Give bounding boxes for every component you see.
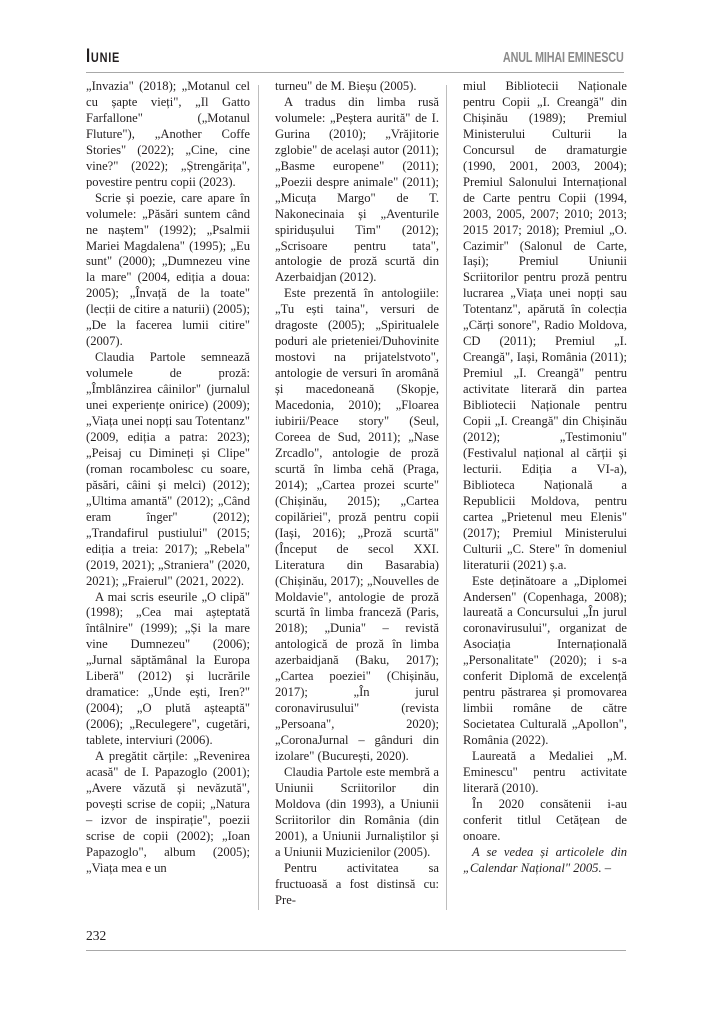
section-title-rest: UNIE — [90, 49, 121, 65]
reference-note: A se vedea și articolele din „Calendar Național" 2005. – — [463, 844, 627, 875]
text-column-2 — [275, 79, 439, 909]
paragraph: miul Bibliotecii Naționale pentru Copii „I. Creangă" din Chișinău (1989); Premiul Ministerului Culturii la Concursul de dramaturgie (1990, 2001, 2003, 2004); Premiul Salonului Internațional de Carte pentru Copii (1994, 2003, 2005, 2007; 2010; 2013; 2015 2017; 2018); Premiul „O. Cazimir" (Salonul de Carte, Iași); Premiul Uniunii Scriitorilor pentru proză pentru lucrarea „Viața unei nopți sau Totentanz", apărută în colecția „Cărți sonore", Radio Moldova, CD (2011); Premiul „I. Creangă", Iași, România (2011); Premiul „I. Creangă" pentru activitate literară din partea Bibliotecii Naționale pentru Copii „I. Creangă" din Chișinău (2012); „Testimoniu" (Festivalul național al cărții și lecturii. Ediția a VI-a), Biblioteca Națională a Republicii Moldova, pentru cartea „Prietenul meu Elenis" (2017); Premiul Ministerului Culturii „C. Stere" în domeniul literaturii (2021) ș.a. — [463, 79, 627, 572]
header-rule — [86, 72, 624, 73]
page-number: 232 — [86, 928, 107, 943]
section-title-initial: I — [86, 46, 91, 67]
column-divider — [446, 85, 447, 910]
paragraph: A tradus din limba rusă volumele: „Peștera aurită" de I. Gurina (2010); „Vrăjitorie zglobie" de același autor (2011); „Basme europene" (2011); „Poezii despre animale" (2011); „Micuța Margo" de T. Nakonecinaia și „Aventurile spiridușului Tim" (2012); „Scrisoare pentru tata", antologie de proză scurtă din Azerbaidjan (2012). — [275, 94, 439, 285]
paragraph: Este deținătoare a „Diplomei Andersen" (Copenhaga, 2008); laureată a Concursului „În jurul coronavirusului", organizat de Asociația Internațională „Personalitate" (2020); i s-a conferit Diplomă de excelență pentru păstrarea și promovarea limbii române de către Societatea Culturală „Apollon", România (2022). — [463, 573, 627, 748]
paragraph: Este prezentă în antologiile: „Tu ești taina", versuri de dragoste (2005); „Spiritualele poduri ale prieteniei/Duhovinite mostovi na prijatelstvoto", antologie de versuri în aromână și macedoneană (Skopje, Macedonia, 2010); „Floarea iubirii/Peace story" (Seul, Coreea de Sud, 2011); „Nase Zrcadlo", antologie de proză scurtă în limba cehă (Praga, 2014); „Cartea prozei scurte" (Chișinău, 2015); „Cartea copilăriei", proză pentru copii (Iași, 2016); „Proză scurtă" (Început de secol XXI. Literatura din Basarabia) (Chișinău, 2017); „Nouvelles de Moldavie", antologie de proză scurtă în limba franceză (Paris, 2018); „Dunia" – revistă antologică de proză în limba azerbaidjană (Baku, 2017); „Cartea poeziei" (Chișinău, 2017); „În jurul coronavirusului" (revista „Persoana", 2020); „CoronaJurnal – gânduri din izolare" (București, 2020). — [275, 286, 439, 764]
paragraph: A mai scris eseurile „O clipă" (1998); „Cea mai așteptată întâlnire" (1999); „Și la mare vine Dumnezeu" (2006); „Jurnal săptămânal la Europa Liberă" (2012) și lucrările dramatice: „Unde ești, Iren?" (2004); „O plută așteaptă" (2006); „Reculegere", cugetări, tablete, interviuri (2006). — [86, 589, 250, 748]
paragraph: Scrie și poezie, care apare în volumele: „Păsări suntem când ne naștem" (1992); „Psalmii Mariei Magdalena" (1995); „Eu sunt" (2000); „Dumnezeu vine la mare" (2004, ediția a doua: 2005); „Învață de la toate" (lecții de citire a naturii) (2005); „De la facerea lumii citire" (2007). — [86, 190, 250, 349]
paragraph: A pregătit cărțile: „Revenirea acasă" de I. Papazoglo (2001); „Avere văzută și nevăzută", povești scrise de copii; „Natura – izvor de inspirație", poezii scrise de copii (2002); „Ioan Papazoglo", album (2005); „Viața mea e un — [86, 749, 250, 875]
paragraph: Claudia Partole este membră a Uniunii Scriitorilor din Moldova (din 1993), a Uniunii Scriitorilor din România (din 2001), a Uniunii Jurnaliștilor și a Uniunii Muzicienilor (2005). — [275, 764, 439, 859]
paragraph: În 2020 consătenii i-au conferit titlul Cetățean de onoare. — [463, 796, 627, 843]
text-column-3 — [463, 79, 627, 877]
paragraph: Laureată a Medaliei „M. Eminescu" pentru activitate literară (2010). — [463, 749, 627, 795]
paragraph: Pentru activitatea sa fructuoasă a fost distinsă cu: Pre- — [275, 860, 439, 907]
paragraph: Claudia Partole semnează volumele de proză: „Îmblânzirea câinilor" (jurnalul unei experiențe onirice) (2009); „Viața unei nopți sau Totentanz" (2009, ediția a patra: 2023); „Peisaj cu Dimineți și Clipe" (roman rocambolesc cu soare, păsări, câini și melci) (2012); „Ultima amantă" (2012); „Când eram înger" (2012); „Trandafirul pustiului" (2015; ediția a treia: 2017); „Rebela" (2019, 2021); „Straniera" (2020, 2021); „Fraierul" (2021, 2022). — [86, 350, 250, 588]
section-title — [86, 46, 120, 68]
footer-rule — [86, 950, 626, 951]
column-divider — [258, 85, 259, 910]
paragraph: turneu" de M. Bieșu (2005). — [275, 79, 417, 93]
text-column-1 — [86, 79, 250, 877]
paragraph: „Invazia" (2018); „Motanul cel cu șapte vieți", „Il Gatto Farfallone" („Motanul Fluture"), „Another Coffe Stories" (2022); „Cine, cine vine?" (2022); „Ștrengărița", povestire pentru copii (2023). — [86, 79, 250, 189]
running-title: ANUL MIHAI EMINESCU — [503, 49, 624, 66]
